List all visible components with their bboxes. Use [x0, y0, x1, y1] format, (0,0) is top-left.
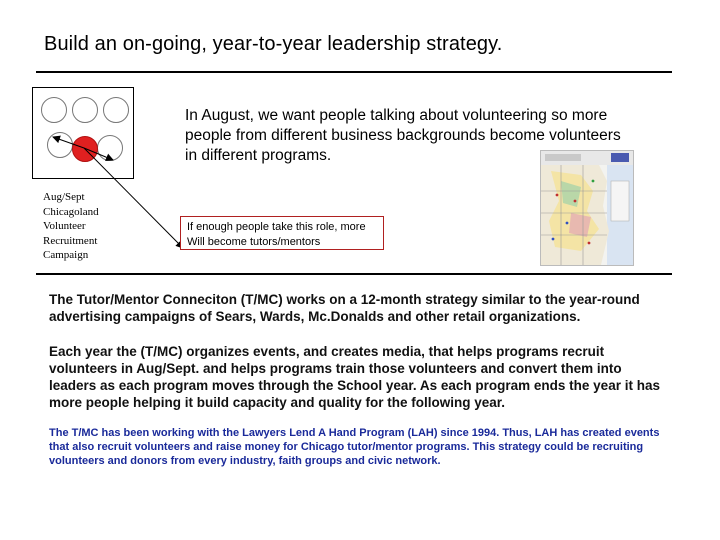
caption-line: Chicagoland: [43, 205, 99, 218]
caption-line: Aug/Sept: [43, 191, 85, 203]
strategy-paragraph: The Tutor/Mentor Conneciton (T/MC) works on a 12-month strategy similar to the year-round advertising campaigns of Sears, Wards, Mc.Donalds and other retail organizations.: [49, 292, 640, 324]
map-graphic: [541, 151, 633, 265]
diagram-caption: [43, 190, 133, 263]
slide-title: Build an on-going, year-to-year leadership strategy.: [44, 33, 503, 55]
intro-text: In August, we want people talking about volunteering so more people from different business backgrounds become volunteers in different programs.: [185, 107, 621, 164]
caption-line: Recruitment: [43, 234, 98, 247]
middle-divider: [36, 273, 672, 275]
chicago-map-image: [540, 150, 634, 266]
arrow-right: [84, 148, 113, 160]
callout-box: [180, 216, 384, 250]
events-paragraph: Each year the (T/MC) organizes events, and creates media, that helps programs recruit volunteers in Aug/Sept. and helps programs train those volunteers and convert them into leaders as each program moves through the School year. As each program ends the year it has more people helping it build capacity and quality for the following year.: [49, 344, 660, 410]
lah-paragraph: The T/MC has been working with the Lawyers Lend A Hand Program (LAH) since 1994. Thus, LAH has created events that also recruit volunteers and raise money for Chicago tutor/mentor programs. This strategy could be recruiting volunteers and donors from every industry, faith groups and civic network.: [49, 427, 660, 467]
caption-line: Volunteer: [43, 220, 86, 233]
caption-line: Campaign: [43, 249, 89, 262]
callout-line: If enough people take this role, more: [187, 221, 366, 233]
arrow-left: [53, 137, 84, 148]
callout-line: Will become tutors/mentors: [187, 235, 321, 248]
